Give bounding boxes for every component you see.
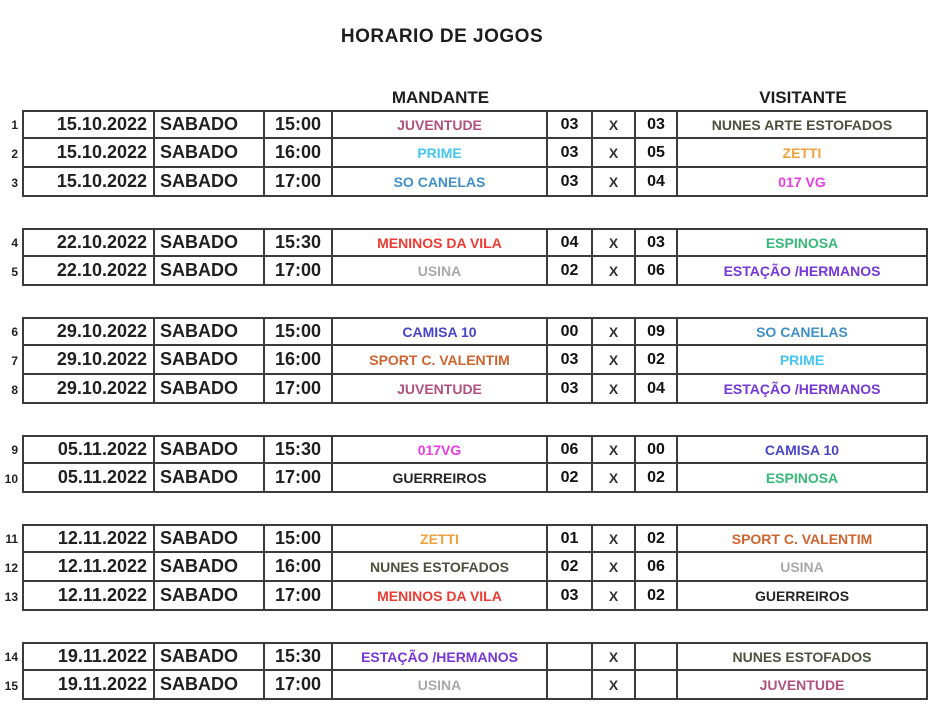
home-team-cell: USINA xyxy=(333,671,548,700)
away-score-cell xyxy=(636,671,678,700)
table-row xyxy=(0,671,940,700)
versus-cell: X xyxy=(593,582,636,611)
home-team-cell: SPORT C. VALENTIM xyxy=(333,346,548,375)
away-score-cell: 03 xyxy=(636,110,678,139)
day-cell: SABADO xyxy=(155,257,265,286)
away-score-cell: 04 xyxy=(636,375,678,404)
time-cell: 17:00 xyxy=(265,671,333,700)
away-score-cell: 04 xyxy=(636,168,678,197)
row-number: 8 xyxy=(11,382,18,397)
date-cell: 05.11.2022 xyxy=(22,464,155,493)
home-team-cell: MENINOS DA VILA xyxy=(333,228,548,257)
row-number: 11 xyxy=(5,531,18,546)
home-score-cell xyxy=(548,642,593,671)
home-score-cell: 02 xyxy=(548,257,593,286)
versus-cell: X xyxy=(593,375,636,404)
home-team-cell: SO CANELAS xyxy=(333,168,548,197)
away-team-cell: PRIME xyxy=(678,346,928,375)
versus-cell: X xyxy=(593,464,636,493)
time-cell: 16:00 xyxy=(265,346,333,375)
day-cell: SABADO xyxy=(155,168,265,197)
away-team-cell: NUNES ARTE ESTOFADOS xyxy=(678,110,928,139)
away-team-cell: CAMISA 10 xyxy=(678,435,928,464)
date-cell: 15.10.2022 xyxy=(22,110,155,139)
day-cell: SABADO xyxy=(155,642,265,671)
date-cell: 29.10.2022 xyxy=(22,375,155,404)
versus-cell: X xyxy=(593,642,636,671)
time-cell: 17:00 xyxy=(265,582,333,611)
match-group xyxy=(0,110,940,197)
time-cell: 17:00 xyxy=(265,257,333,286)
versus-cell: X xyxy=(593,257,636,286)
home-team-cell: 017VG xyxy=(333,435,548,464)
versus-cell: X xyxy=(593,139,636,168)
table-row xyxy=(0,464,940,493)
day-cell: SABADO xyxy=(155,317,265,346)
away-team-cell: GUERREIROS xyxy=(678,582,928,611)
row-number: 14 xyxy=(4,649,18,664)
day-cell: SABADO xyxy=(155,464,265,493)
home-team-cell: MENINOS DA VILA xyxy=(333,582,548,611)
away-score-cell: 05 xyxy=(636,139,678,168)
day-cell: SABADO xyxy=(155,553,265,582)
away-team-cell: ESPINOSA xyxy=(678,228,928,257)
away-score-cell: 02 xyxy=(636,464,678,493)
away-team-cell: JUVENTUDE xyxy=(678,671,928,700)
row-number: 13 xyxy=(4,589,18,604)
home-team-cell: PRIME xyxy=(333,139,548,168)
home-team-cell: ESTAÇÃO /HERMANOS xyxy=(333,642,548,671)
match-group xyxy=(0,317,940,404)
table-row xyxy=(0,524,940,553)
away-team-cell: SO CANELAS xyxy=(678,317,928,346)
away-team-cell: ESPINOSA xyxy=(678,464,928,493)
time-cell: 17:00 xyxy=(265,168,333,197)
home-score-cell: 06 xyxy=(548,435,593,464)
away-team-cell: ESTAÇÃO /HERMANOS xyxy=(678,257,928,286)
schedule-groups xyxy=(0,110,940,700)
versus-cell: X xyxy=(593,346,636,375)
home-team-cell: NUNES ESTOFADOS xyxy=(333,553,548,582)
home-team-cell: ZETTI xyxy=(333,524,548,553)
time-cell: 15:30 xyxy=(265,642,333,671)
day-cell: SABADO xyxy=(155,110,265,139)
table-row xyxy=(0,110,940,139)
versus-cell: X xyxy=(593,110,636,139)
date-cell: 22.10.2022 xyxy=(22,228,155,257)
date-cell: 05.11.2022 xyxy=(22,435,155,464)
home-score-cell: 03 xyxy=(548,168,593,197)
table-row xyxy=(0,375,940,404)
table-row xyxy=(0,257,940,286)
away-score-cell: 00 xyxy=(636,435,678,464)
date-cell: 15.10.2022 xyxy=(22,139,155,168)
away-team-cell: NUNES ESTOFADOS xyxy=(678,642,928,671)
versus-cell: X xyxy=(593,435,636,464)
row-number: 12 xyxy=(4,560,18,575)
home-score-cell: 03 xyxy=(548,110,593,139)
away-score-cell xyxy=(636,642,678,671)
table-row xyxy=(0,139,940,168)
away-team-cell: ESTAÇÃO /HERMANOS xyxy=(678,375,928,404)
home-score-cell: 01 xyxy=(548,524,593,553)
away-score-cell: 06 xyxy=(636,257,678,286)
date-cell: 19.11.2022 xyxy=(22,642,155,671)
day-cell: SABADO xyxy=(155,346,265,375)
away-score-cell: 02 xyxy=(636,346,678,375)
away-score-cell: 02 xyxy=(636,524,678,553)
row-number: 10 xyxy=(4,471,18,486)
versus-cell: X xyxy=(593,228,636,257)
table-row xyxy=(0,346,940,375)
home-team-cell: CAMISA 10 xyxy=(333,317,548,346)
time-cell: 16:00 xyxy=(265,139,333,168)
versus-cell: X xyxy=(593,553,636,582)
home-team-cell: GUERREIROS xyxy=(333,464,548,493)
date-cell: 15.10.2022 xyxy=(22,168,155,197)
home-score-cell: 00 xyxy=(548,317,593,346)
home-score-cell: 02 xyxy=(548,553,593,582)
time-cell: 16:00 xyxy=(265,553,333,582)
home-score-cell: 03 xyxy=(548,375,593,404)
versus-cell: X xyxy=(593,524,636,553)
row-number: 3 xyxy=(11,175,18,190)
away-score-cell: 09 xyxy=(636,317,678,346)
row-number: 6 xyxy=(11,324,18,339)
time-cell: 15:30 xyxy=(265,435,333,464)
date-cell: 12.11.2022 xyxy=(22,553,155,582)
home-team-cell: JUVENTUDE xyxy=(333,375,548,404)
table-row xyxy=(0,435,940,464)
home-score-cell: 02 xyxy=(548,464,593,493)
page-title: HORARIO DE JOGOS xyxy=(340,26,544,47)
away-team-cell: USINA xyxy=(678,553,928,582)
time-cell: 15:00 xyxy=(265,317,333,346)
home-team-cell: JUVENTUDE xyxy=(333,110,548,139)
row-number: 1 xyxy=(11,117,18,132)
home-team-cell: USINA xyxy=(333,257,548,286)
date-cell: 29.10.2022 xyxy=(22,317,155,346)
date-cell: 12.11.2022 xyxy=(22,524,155,553)
versus-cell: X xyxy=(593,317,636,346)
date-cell: 12.11.2022 xyxy=(22,582,155,611)
match-group xyxy=(0,524,940,611)
away-score-cell: 03 xyxy=(636,228,678,257)
date-cell: 19.11.2022 xyxy=(22,671,155,700)
day-cell: SABADO xyxy=(155,524,265,553)
table-row xyxy=(0,228,940,257)
away-score-cell: 06 xyxy=(636,553,678,582)
home-score-cell: 03 xyxy=(548,139,593,168)
home-score-cell: 03 xyxy=(548,346,593,375)
table-row xyxy=(0,582,940,611)
home-score-cell: 04 xyxy=(548,228,593,257)
day-cell: SABADO xyxy=(155,671,265,700)
away-score-cell: 02 xyxy=(636,582,678,611)
table-row xyxy=(0,553,940,582)
day-cell: SABADO xyxy=(155,375,265,404)
versus-cell: X xyxy=(593,168,636,197)
date-cell: 22.10.2022 xyxy=(22,257,155,286)
time-cell: 15:00 xyxy=(265,524,333,553)
home-score-cell xyxy=(548,671,593,700)
match-group xyxy=(0,642,940,700)
row-number: 9 xyxy=(11,442,18,457)
row-number: 5 xyxy=(11,264,18,279)
match-group xyxy=(0,435,940,493)
row-number: 2 xyxy=(11,146,18,161)
header-mandante: MANDANTE xyxy=(391,88,490,107)
table-row xyxy=(0,317,940,346)
time-cell: 17:00 xyxy=(265,375,333,404)
time-cell: 17:00 xyxy=(265,464,333,493)
away-team-cell: 017 VG xyxy=(678,168,928,197)
row-number: 15 xyxy=(4,678,18,693)
home-score-cell: 03 xyxy=(548,582,593,611)
day-cell: SABADO xyxy=(155,435,265,464)
away-team-cell: ZETTI xyxy=(678,139,928,168)
day-cell: SABADO xyxy=(155,582,265,611)
versus-cell: X xyxy=(593,671,636,700)
date-cell: 29.10.2022 xyxy=(22,346,155,375)
header-visitante: VISITANTE xyxy=(759,88,847,107)
time-cell: 15:30 xyxy=(265,228,333,257)
away-team-cell: SPORT C. VALENTIM xyxy=(678,524,928,553)
row-number: 4 xyxy=(11,235,18,250)
column-headers xyxy=(0,85,940,108)
match-group xyxy=(0,228,940,286)
table-row xyxy=(0,642,940,671)
table-row xyxy=(0,168,940,197)
row-number: 7 xyxy=(11,353,18,368)
time-cell: 15:00 xyxy=(265,110,333,139)
day-cell: SABADO xyxy=(155,228,265,257)
day-cell: SABADO xyxy=(155,139,265,168)
